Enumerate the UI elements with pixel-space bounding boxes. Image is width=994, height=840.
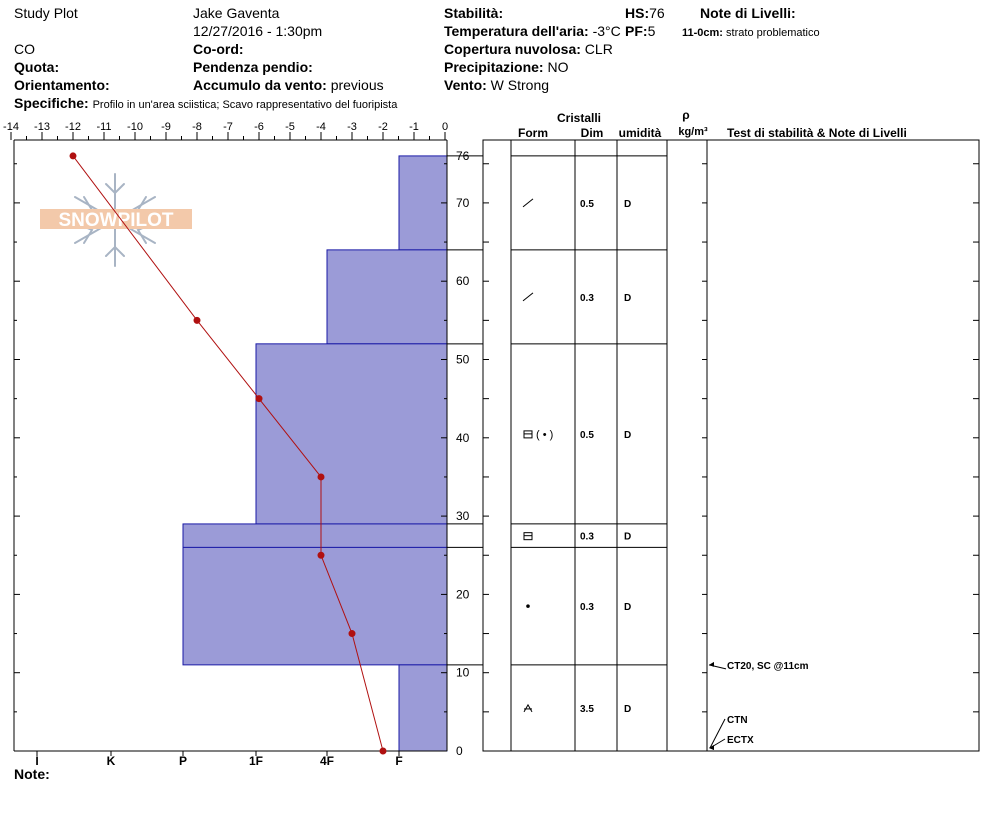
grain-size: 0.3 xyxy=(580,602,594,614)
height-tick-label: 50 xyxy=(456,352,470,367)
temp-tick-label: -10 xyxy=(127,121,143,133)
air-temp-label: Temperatura dell'aria: xyxy=(444,23,589,39)
height-tick-label: 10 xyxy=(456,665,470,680)
wind-label: Vento: xyxy=(444,77,487,93)
hardness-axis xyxy=(35,751,402,768)
grain-size: 0.3 xyxy=(580,292,594,304)
hardness-label: 1F xyxy=(248,754,264,768)
temp-tick-label: -9 xyxy=(161,121,171,133)
density-unit-header: kg/m³ xyxy=(678,126,708,138)
temperature-point xyxy=(194,317,201,324)
height-tick-label: 0 xyxy=(456,744,463,758)
temp-tick-label: -6 xyxy=(254,121,264,133)
specifics-label: Specifiche: xyxy=(14,95,89,111)
crystals-header: Cristalli xyxy=(556,111,602,125)
hardness-label: P xyxy=(178,754,188,768)
stability-test-label: CT20, SC @11cm xyxy=(727,660,809,672)
grain-moisture: D xyxy=(624,531,632,543)
stability-tests xyxy=(709,661,809,750)
height-tick-label: 76 xyxy=(456,148,470,163)
temperature-point xyxy=(380,748,387,755)
temp-tick-label: -5 xyxy=(285,121,295,133)
grain-moisture: D xyxy=(624,198,632,210)
grain-size: 3.5 xyxy=(580,703,594,715)
location: Study Plot xyxy=(14,5,78,21)
note-label: Note: xyxy=(14,766,50,782)
temp-tick-label: -4 xyxy=(316,121,326,133)
grain-moisture: D xyxy=(624,429,632,441)
hardness-bar xyxy=(327,250,447,344)
wind-value: W Strong xyxy=(490,77,550,93)
sky-cover-value: CLR xyxy=(584,41,613,57)
pf-label: PF: xyxy=(625,23,648,39)
specifics-value: Profilo in un'area sciistica; Scavo rappresentativo del fuoripista xyxy=(92,99,398,111)
temp-tick-label: -12 xyxy=(65,121,81,133)
hardness-bar xyxy=(256,344,447,524)
observer: Jake Gaventa xyxy=(193,5,280,21)
form-header: Form xyxy=(518,126,548,140)
grain-moisture: D xyxy=(624,602,632,614)
hardness-layers xyxy=(183,156,447,751)
layer-notes-label: Note di Livelli: xyxy=(700,5,796,21)
height-tick-label: 70 xyxy=(456,195,470,210)
hardness-label: I xyxy=(35,754,39,768)
grain-fc-icon xyxy=(524,533,532,540)
sky-cover-label: Copertura nuvolosa: xyxy=(444,41,581,57)
hardness-bar xyxy=(183,547,447,664)
air-temp-value: -3°C xyxy=(592,23,621,39)
coord-label: Co-ord: xyxy=(193,41,244,57)
hardness-label: K xyxy=(106,754,116,768)
stability-label: Stabilità: xyxy=(444,5,504,21)
layer-note-text: strato problematico xyxy=(726,27,820,39)
height-tick-label: 30 xyxy=(456,509,470,524)
grain-size: 0.5 xyxy=(580,198,594,210)
datetime: 12/27/2016 - 1:30pm xyxy=(193,23,323,39)
grain-fc-rg--icon xyxy=(524,429,553,441)
hs-label: HS: xyxy=(625,5,650,21)
temperature-point xyxy=(318,552,325,559)
grain-df-icon xyxy=(523,293,533,301)
temp-tick-label: -3 xyxy=(347,121,357,133)
hardness-label: 4F xyxy=(319,754,335,768)
temp-tick-label: 0 xyxy=(441,121,449,133)
snowpilot-logo xyxy=(40,174,192,266)
layer-note-depth: 11-0cm: xyxy=(682,27,723,39)
height-tick-label: 20 xyxy=(456,587,470,602)
state: CO xyxy=(14,41,35,57)
hardness-bar xyxy=(183,524,447,547)
hardness-label: F xyxy=(395,754,403,768)
precip-value: NO xyxy=(547,59,569,75)
tests-header: Test di stabilità & Note di Livelli xyxy=(727,126,907,140)
df-stroke xyxy=(523,199,533,207)
precip-label: Precipitazione: xyxy=(444,59,544,75)
logo-text: SNOWPILOT xyxy=(58,210,174,231)
temperature-point xyxy=(318,473,325,480)
grain-moisture: D xyxy=(624,292,632,304)
stability-test-label: CTN xyxy=(727,715,748,726)
temp-tick-label: -8 xyxy=(192,121,202,133)
pf-value: 5 xyxy=(647,23,656,39)
wind-loading-label: Accumulo da vento: xyxy=(193,77,327,93)
test-arrowhead xyxy=(709,662,714,667)
temperature-point xyxy=(256,395,263,402)
temp-tick-label: -13 xyxy=(34,121,50,133)
hardness-bar xyxy=(399,665,447,751)
hs-value: 76 xyxy=(649,5,665,21)
height-tick-label: 40 xyxy=(456,430,470,445)
temperature-point xyxy=(349,630,356,637)
temperature-axis xyxy=(3,121,448,140)
size-header: Dim xyxy=(580,126,604,140)
temp-tick-label: -1 xyxy=(409,121,419,133)
hardness-bar xyxy=(399,156,447,250)
temperature-point xyxy=(70,152,77,159)
temp-tick-label: -2 xyxy=(378,121,388,133)
stability-test-label: ECTX xyxy=(727,735,754,746)
height-tick-label: 60 xyxy=(456,274,470,289)
df-stroke xyxy=(523,293,533,301)
grain-df-icon xyxy=(523,199,533,207)
grain-moisture: D xyxy=(624,703,632,715)
grain-dh-icon xyxy=(524,705,532,712)
grain-size: 0.3 xyxy=(580,531,594,543)
height-axis xyxy=(14,149,979,758)
wind-loading-value: previous xyxy=(330,77,384,93)
moisture-header: umidità xyxy=(618,126,662,140)
elevation-label: Quota: xyxy=(14,59,60,75)
rg-dot xyxy=(527,605,530,608)
aspect-label: Orientamento: xyxy=(14,77,110,93)
slope-label: Pendenza pendio: xyxy=(193,59,313,75)
chart-frame xyxy=(14,140,979,751)
temp-tick-label: -11 xyxy=(96,121,112,133)
rho-header: ρ xyxy=(682,108,690,122)
grain-rg-icon xyxy=(527,605,530,608)
temp-tick-label: -7 xyxy=(223,121,233,133)
secondary-form-text: ( • ) xyxy=(536,428,554,441)
grain-size: 0.5 xyxy=(580,429,594,441)
temp-tick-label: -14 xyxy=(3,121,19,133)
table-frame xyxy=(483,140,979,751)
